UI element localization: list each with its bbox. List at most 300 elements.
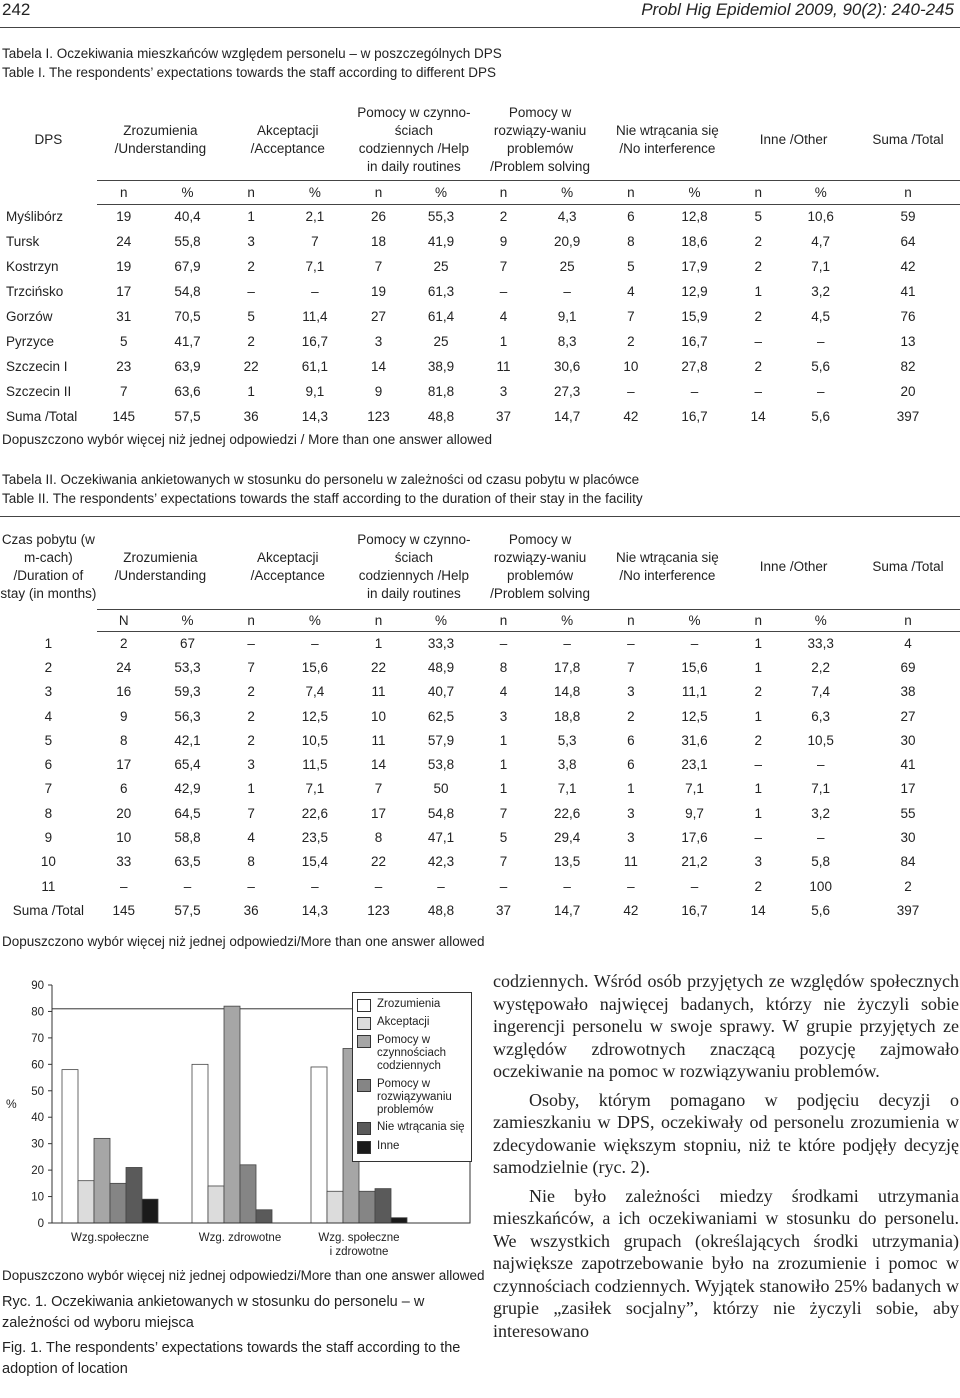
page-number: 242 xyxy=(2,0,31,19)
table-cell: 63,9 xyxy=(174,359,201,374)
table-cell: 8,3 xyxy=(557,334,577,349)
table-cell: 61,4 xyxy=(427,309,455,324)
column-group-header: Akceptacji /Acceptance xyxy=(250,549,325,583)
table-cell: 11,5 xyxy=(302,757,328,773)
table-cell: 36 xyxy=(243,409,259,424)
table-cell: 7 xyxy=(311,234,319,249)
table-cell: 22 xyxy=(370,854,387,870)
table-row xyxy=(0,404,960,429)
table-cell: 33,3 xyxy=(807,635,834,651)
y-tick-label: 60 xyxy=(31,1059,44,1072)
table-cell: 10,5 xyxy=(301,732,328,748)
table-cell: 16 xyxy=(116,684,132,700)
legend-label: Zrozumienia xyxy=(377,998,441,1010)
table-cell: 12,8 xyxy=(681,209,708,225)
body-paragraph-2: Osoby, którym pomagano w podjęciu decyzji o zamieszkaniu w DPS, oczekiwały od personelu zrozumienia w zdecydowanie większym stopniu, niż te które podjęły decyzję samodzielnie (ryc. 2). xyxy=(493,1089,959,1177)
table-cell: 31 xyxy=(116,309,132,324)
table-cell: 7 xyxy=(247,659,255,675)
table-cell: 37 xyxy=(495,902,512,918)
bar xyxy=(62,1070,78,1223)
table-cell: 5,3 xyxy=(557,732,577,748)
table-row xyxy=(0,254,960,279)
table-cell: 11,4 xyxy=(302,309,328,324)
category-label: Wzg. społeczne xyxy=(318,1232,400,1244)
table-cell: 30 xyxy=(900,830,916,846)
subheader-cell: % xyxy=(151,180,224,204)
table-cell: 2 xyxy=(120,635,128,651)
legend-label: Inne xyxy=(377,1140,400,1152)
table-cell: 14 xyxy=(370,757,387,773)
table-cell: 2 xyxy=(754,309,762,324)
row-label: 9 xyxy=(44,830,53,846)
table-cell: 48,9 xyxy=(427,659,455,675)
legend-swatch xyxy=(357,1122,371,1135)
table-cell: 4 xyxy=(627,284,635,299)
table-cell: 7,4 xyxy=(305,684,325,700)
table-row xyxy=(0,631,960,655)
subheader-cell: n xyxy=(731,609,785,631)
subheader-cell: n xyxy=(224,609,278,631)
column-group-header: Inne /Other xyxy=(759,131,828,147)
table-row xyxy=(0,801,960,825)
legend-item xyxy=(357,1078,469,1117)
subheader-cell: % xyxy=(785,609,856,631)
table-cell: 145 xyxy=(112,409,136,424)
table-cell: 24 xyxy=(116,659,132,675)
table-cell: 5 xyxy=(120,334,128,349)
table-cell: 10 xyxy=(116,830,132,846)
table-cell: 57,9 xyxy=(427,732,455,748)
table-cell: 2 xyxy=(754,878,762,894)
table-cell: 2 xyxy=(247,334,255,349)
table-cell: 6 xyxy=(627,732,635,748)
table-cell: 17,9 xyxy=(681,259,708,274)
category-label: Wzg.społeczne xyxy=(71,1232,149,1244)
row-label: 5 xyxy=(44,732,53,748)
table-cell: 22,6 xyxy=(554,805,581,821)
article-body-text xyxy=(493,970,959,1342)
row-label: Gorzów xyxy=(6,309,53,324)
table-cell: 65,4 xyxy=(174,757,201,773)
table-cell: 9,7 xyxy=(685,805,704,821)
legend-label: Akceptacji xyxy=(377,1016,430,1028)
table-cell: 19 xyxy=(116,259,132,274)
table-cell: – xyxy=(247,878,255,894)
table-cell: – xyxy=(690,635,699,651)
row-label: 6 xyxy=(44,757,53,773)
table-cell: 3 xyxy=(499,384,508,399)
table-cell: 2 xyxy=(627,334,635,349)
legend-item xyxy=(357,1121,469,1135)
subheader-cell: % xyxy=(151,609,224,631)
column-group-header: Pomocy w czynno-ściach codziennych /Help in daily routines xyxy=(357,104,471,174)
table-cell: 47,1 xyxy=(427,830,455,846)
table-row xyxy=(0,304,960,329)
table-cell: 61,3 xyxy=(427,284,455,299)
subheader-cell: % xyxy=(658,609,731,631)
legend-swatch xyxy=(357,1035,371,1048)
subheader-cell: n xyxy=(856,180,960,204)
legend-label: Pomocy w czynnościach codziennych xyxy=(377,1034,447,1072)
table-cell: – xyxy=(690,384,699,399)
table-cell: 5 xyxy=(499,830,508,846)
table-cell: 7 xyxy=(627,659,635,675)
table-cell: 12,5 xyxy=(301,708,328,724)
y-tick-label: 40 xyxy=(31,1112,44,1125)
table-cell: 3,8 xyxy=(557,757,577,773)
y-tick-label: 30 xyxy=(31,1138,44,1151)
y-axis-label: % xyxy=(6,1097,17,1111)
table-cell: 2,2 xyxy=(811,659,831,675)
table-cell: 12,9 xyxy=(681,284,708,299)
body-paragraph-1: codziennych. Wśród osób przyjętych ze względów społecznych występowało najwięcej badanych, którzy nie życzyli sobie ingerencji personelu w swoje sprawy. W grupie przyjętych ze względów zdrowotnych znaczącą pozycję zajmowało oczekiwanie na pomoc w rozwiązywaniu problemów. xyxy=(493,971,959,1081)
table-cell: 13,5 xyxy=(554,854,581,870)
legend-label: Pomocy w rozwiązywaniu problemów xyxy=(377,1078,452,1116)
table-row xyxy=(0,279,960,304)
table-cell: 2 xyxy=(247,732,255,748)
table-cell: 7,4 xyxy=(811,684,831,700)
table-cell: 10 xyxy=(623,359,639,374)
y-tick-label: 10 xyxy=(31,1191,44,1204)
table-cell: 1 xyxy=(627,781,635,797)
figure-caption-en: Fig. 1. The respondents’ expectations towards the staff according to the adoption of location xyxy=(2,1340,461,1377)
table-cell: 42 xyxy=(623,409,639,424)
y-tick-label: 90 xyxy=(31,980,44,992)
table-cell: 1 xyxy=(247,384,255,399)
table-cell: 10 xyxy=(370,708,387,724)
table-cell: 3 xyxy=(754,854,762,870)
table-cell: 42,3 xyxy=(427,854,455,870)
bar xyxy=(110,1183,126,1223)
table-cell: 15,9 xyxy=(681,309,708,324)
subheader-cell: n xyxy=(731,180,785,204)
table-cell: 123 xyxy=(367,902,390,918)
column-group-header: Akceptacji /Acceptance xyxy=(250,122,325,156)
table-cell: 5 xyxy=(627,259,635,274)
table-cell: 11 xyxy=(371,684,386,700)
subheader-cell: % xyxy=(278,180,351,204)
table-cell: – xyxy=(816,757,825,773)
chart-legend xyxy=(352,992,472,1162)
row-label: 1 xyxy=(44,635,53,651)
table-cell: 8 xyxy=(120,732,128,748)
column-group-header: Pomocy w rozwiązy-waniu problemów /Problem solving xyxy=(490,531,590,601)
table-cell: 40,7 xyxy=(427,684,455,700)
table-cell: 9 xyxy=(374,384,383,399)
row-label: 4 xyxy=(44,708,53,724)
table-cell: 64 xyxy=(900,234,916,249)
table-cell: 7 xyxy=(499,805,508,821)
table-cell: 15,6 xyxy=(681,659,708,675)
table-row xyxy=(0,752,960,776)
table-row xyxy=(0,704,960,728)
table-row xyxy=(0,728,960,752)
table-cell: 23,1 xyxy=(681,757,708,773)
table-cell: 7 xyxy=(627,309,635,324)
table-row xyxy=(0,655,960,679)
table-cell: 27,8 xyxy=(681,359,708,374)
table-cell: 11 xyxy=(371,732,386,748)
subheader-cell: n xyxy=(476,180,530,204)
table-cell: – xyxy=(754,830,762,846)
table-cell: 14 xyxy=(370,359,387,374)
table-cell: 25 xyxy=(433,334,449,349)
row-label: 2 xyxy=(44,659,53,675)
subheader-cell: % xyxy=(406,609,477,631)
table-cell: 40,4 xyxy=(174,209,201,225)
table-row xyxy=(0,229,960,254)
table-row xyxy=(0,354,960,379)
row-header-label: DPS xyxy=(34,132,63,147)
table-cell: – xyxy=(627,384,635,399)
table-cell: 11 xyxy=(623,854,638,870)
table-cell: 5,6 xyxy=(811,409,831,424)
row-label: 10 xyxy=(40,854,56,870)
table-cell: 41 xyxy=(900,284,916,299)
table-cell: 7 xyxy=(374,259,383,274)
table-cell: 42 xyxy=(900,259,916,274)
table-cell: 14,7 xyxy=(554,409,581,424)
table-cell: 3 xyxy=(374,334,383,349)
table-cell: 22 xyxy=(370,659,387,675)
table-cell: 21,2 xyxy=(681,854,708,870)
table-cell: 29,4 xyxy=(554,830,581,846)
table-cell: 2 xyxy=(247,708,255,724)
table-cell: 27,3 xyxy=(554,384,581,399)
table-cell: 6 xyxy=(627,209,635,225)
subheader-cell: n xyxy=(351,609,405,631)
table-cell: 17 xyxy=(116,284,132,299)
table-cell: 55 xyxy=(900,805,916,821)
subheader-cell: % xyxy=(406,180,477,204)
table-cell: 23 xyxy=(116,359,132,374)
bar xyxy=(142,1199,158,1223)
row-label: 7 xyxy=(44,781,53,797)
legend-swatch xyxy=(357,1079,371,1092)
table-cell: – xyxy=(374,878,383,894)
legend-swatch xyxy=(357,999,371,1012)
table-row xyxy=(0,204,960,229)
column-group-header: Pomocy w czynno-ściach codziennych /Help in daily routines xyxy=(357,531,471,601)
table-cell: 14 xyxy=(750,409,766,424)
table-cell: 16,7 xyxy=(681,409,708,424)
table-cell: – xyxy=(563,878,571,894)
body-paragraph-3: Nie było zależności miedzy środkami utrzymania mieszkańców, a ich oczekiwaniami w stosunku do personelu. We wszystkich grupach (określających środki utrzymania) największe zapotrzebowanie było na zrozumienie i pomoc w czynnościach codziennych. Wyjątek stanowiło 25% badanych w grupie „zasiłek socjalny”, którzy nie życzyli sobie, aby interesowano xyxy=(493,1185,959,1341)
table-cell: 2 xyxy=(904,878,912,894)
table-cell: 2,1 xyxy=(305,209,325,225)
row-label: Szczecin II xyxy=(6,384,72,399)
table-cell: 14,3 xyxy=(301,409,328,424)
column-group-header: Suma /Total xyxy=(872,131,944,147)
table-cell: 24 xyxy=(116,234,132,249)
table-cell: – xyxy=(754,384,762,399)
table-cell: 7 xyxy=(499,854,508,870)
table-cell: 5 xyxy=(754,209,762,225)
table-row xyxy=(0,850,960,874)
row-label: Suma /Total xyxy=(12,902,84,918)
table-row xyxy=(0,329,960,354)
table-cell: 3 xyxy=(499,708,508,724)
subheader-cell: n xyxy=(97,180,151,204)
table-cell: 17,8 xyxy=(554,659,581,675)
table-cell: 67,9 xyxy=(174,259,201,274)
bar xyxy=(208,1186,224,1223)
table-cell: 4 xyxy=(499,309,508,324)
legend-item xyxy=(357,998,469,1012)
table-cell: 25 xyxy=(559,259,575,274)
table-cell: 4 xyxy=(499,684,508,700)
bar xyxy=(94,1138,110,1223)
row-label: Suma /Total xyxy=(6,409,78,424)
table-cell: 3,2 xyxy=(811,805,831,821)
legend-item xyxy=(357,1140,469,1154)
category-label: Wzg. zdrowotne xyxy=(198,1232,282,1244)
table-cell: 1 xyxy=(754,708,762,724)
table-cell: 7,1 xyxy=(811,259,831,274)
category-label: i zdrowotne xyxy=(329,1246,389,1258)
table-cell: 17 xyxy=(116,757,132,773)
table-cell: – xyxy=(816,334,825,349)
table-cell: 6 xyxy=(120,781,128,797)
column-group-header: Pomocy w rozwiązy-waniu problemów /Problem solving xyxy=(490,104,590,174)
legend-item xyxy=(357,1034,469,1073)
table-cell: 58,8 xyxy=(174,830,201,846)
table-cell: 2 xyxy=(247,684,255,700)
row-label: 11 xyxy=(41,878,56,894)
subheader-cell: n xyxy=(224,180,278,204)
table-cell: 145 xyxy=(112,902,136,918)
table-cell: 82 xyxy=(900,359,916,374)
subheader-cell: % xyxy=(531,180,604,204)
table-cell: 397 xyxy=(896,409,920,424)
table-cell: 397 xyxy=(896,902,920,918)
table-cell: – xyxy=(816,384,825,399)
table-cell: – xyxy=(247,284,255,299)
table-cell: 8 xyxy=(499,659,508,675)
table-cell: 1 xyxy=(499,757,508,773)
table-cell: 33 xyxy=(116,854,132,870)
bar xyxy=(391,1218,407,1223)
row-label: Trzcińsko xyxy=(6,284,64,299)
row-label: Myślibórz xyxy=(6,209,64,224)
table-cell: 8 xyxy=(247,854,255,870)
table-cell: 12,5 xyxy=(681,708,708,724)
table-cell: 100 xyxy=(809,878,832,894)
table-cell: 27 xyxy=(370,309,387,324)
table-cell: 48,8 xyxy=(427,902,455,918)
table-cell: 7 xyxy=(374,781,383,797)
table-cell: – xyxy=(247,635,255,651)
table-cell: 5,8 xyxy=(811,854,831,870)
table-cell: 59 xyxy=(900,209,916,225)
table-row xyxy=(0,874,960,898)
table-cell: – xyxy=(563,284,571,299)
subheader-cell: % xyxy=(531,609,604,631)
table-cell: 69 xyxy=(900,659,916,675)
table-cell: 4,3 xyxy=(557,209,577,225)
table-cell: 53,8 xyxy=(427,757,455,773)
table-cell: 30 xyxy=(900,732,916,748)
table-cell: 59,3 xyxy=(174,684,201,700)
table-cell: 17 xyxy=(370,805,387,821)
table2-caption-en: Table II. The respondents’ expectations towards the staff according to the duration of their stay in the facility xyxy=(2,491,643,506)
table-cell: 41,9 xyxy=(427,234,455,249)
table-cell: 15,6 xyxy=(301,659,328,675)
bar xyxy=(311,1067,327,1223)
y-tick-label: 50 xyxy=(31,1085,44,1098)
column-group-header: Inne /Other xyxy=(759,558,828,574)
table-cell: 63,6 xyxy=(174,384,201,399)
column-group-header: Nie wtrącania się /No interference xyxy=(616,122,719,156)
table-cell: 41 xyxy=(900,757,916,773)
row-label: Pyrzyce xyxy=(6,334,55,349)
table-cell: 7 xyxy=(120,384,128,399)
table-cell: 1 xyxy=(754,635,762,651)
table-cell: 9,1 xyxy=(557,309,577,324)
table-cell: 1 xyxy=(754,805,762,821)
table-cell: – xyxy=(120,878,128,894)
table-cell: 2 xyxy=(247,259,255,274)
table-cell: 1 xyxy=(499,781,508,797)
table-cell: 10,6 xyxy=(807,209,834,225)
table-row xyxy=(0,777,960,801)
table-cell: 7,1 xyxy=(305,259,325,274)
table-row xyxy=(0,680,960,704)
y-tick-label: 70 xyxy=(31,1032,44,1045)
table-cell: 7,1 xyxy=(685,781,704,797)
table-cell: 3 xyxy=(247,234,255,249)
table-cell: 16,7 xyxy=(681,902,708,918)
table-cell: 55,3 xyxy=(427,209,455,225)
column-group-header: Suma /Total xyxy=(872,558,944,574)
table-cell: 3 xyxy=(627,830,635,846)
table-cell: 64,5 xyxy=(174,805,201,821)
table-cell: – xyxy=(627,878,635,894)
table-cell: 3 xyxy=(627,684,635,700)
table-cell: 15,4 xyxy=(301,854,328,870)
table-cell: 2 xyxy=(754,259,762,274)
table-cell: 19 xyxy=(116,209,132,225)
table-cell: 2 xyxy=(499,209,508,225)
table-cell: 9 xyxy=(499,234,508,249)
table-cell: 8 xyxy=(627,234,635,249)
row-label: 8 xyxy=(44,805,53,821)
table-cell: 1 xyxy=(754,284,762,299)
table-cell: 50 xyxy=(433,781,449,797)
table-cell: 17,6 xyxy=(681,830,708,846)
table-cell: 56,3 xyxy=(174,708,201,724)
table-cell: 14,8 xyxy=(554,684,581,700)
bar xyxy=(359,1191,375,1223)
table-cell: 2 xyxy=(627,708,635,724)
table-cell: 1 xyxy=(374,635,383,651)
table-cell: 23,5 xyxy=(301,830,328,846)
bar xyxy=(240,1165,256,1223)
table-cell: 1 xyxy=(499,732,508,748)
row-header-label: Czas pobytu (w m-cach) /Duration of stay (in months) xyxy=(0,532,97,601)
table-cell: 33,3 xyxy=(427,635,455,651)
bar xyxy=(327,1191,343,1223)
table-cell: 7,1 xyxy=(811,781,831,797)
table-cell: 10,5 xyxy=(807,732,834,748)
y-tick-label: 20 xyxy=(31,1165,44,1178)
row-label: 3 xyxy=(44,684,53,700)
table-cell: 5,6 xyxy=(811,902,831,918)
table-cell: 62,5 xyxy=(427,708,455,724)
chart-note: Dopuszczono wybór więcej niż jednej odpowiedzi/More than one answer allowed xyxy=(2,1268,485,1283)
subheader-cell: n xyxy=(604,180,658,204)
table-cell: 76 xyxy=(900,309,916,324)
